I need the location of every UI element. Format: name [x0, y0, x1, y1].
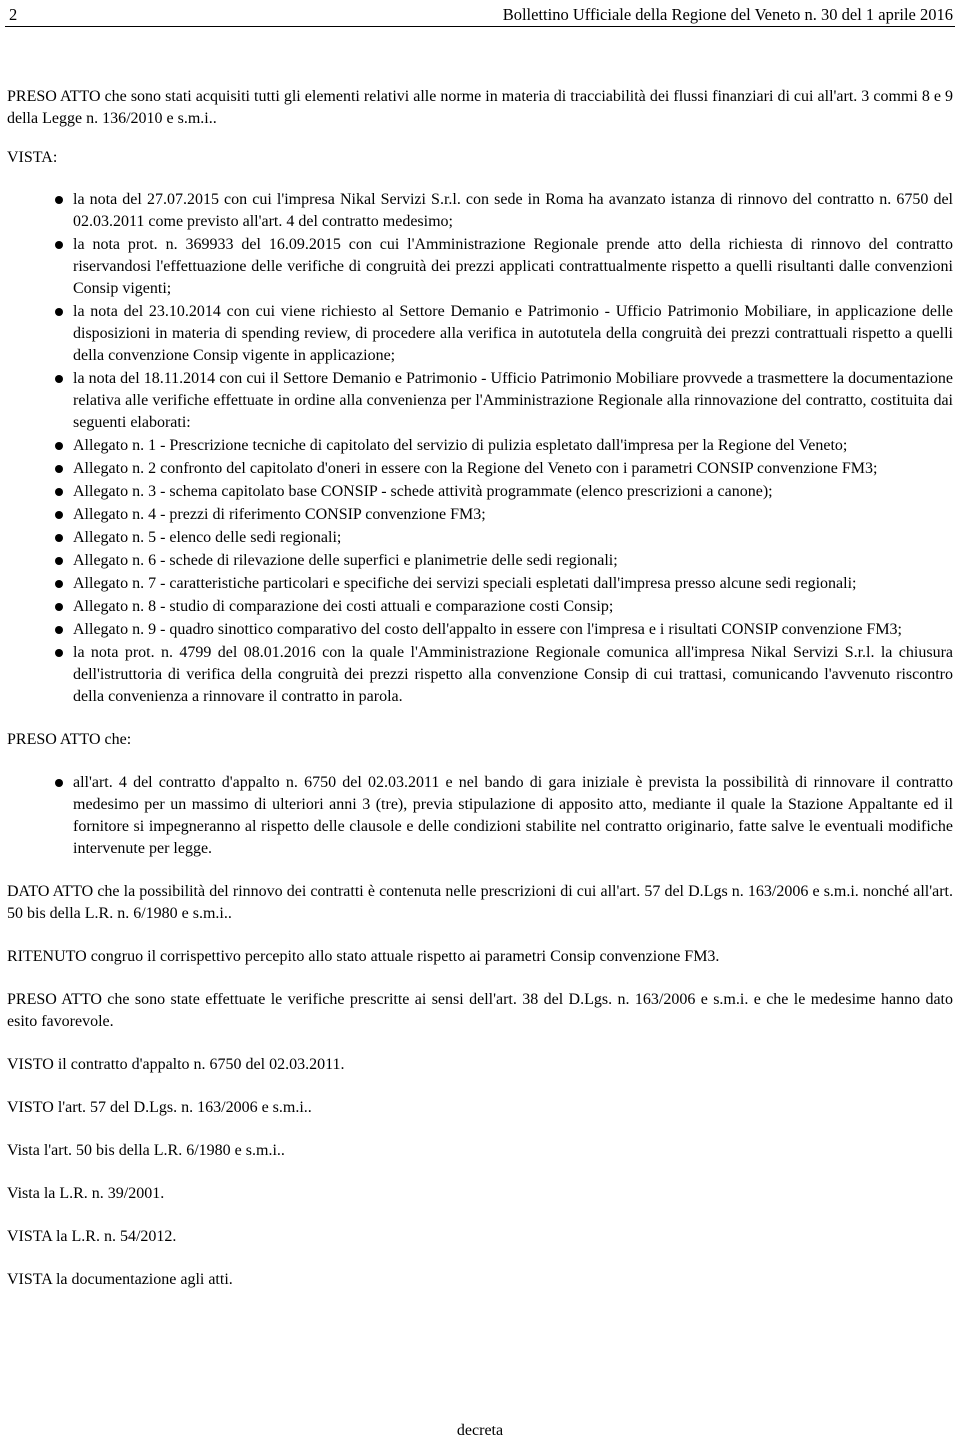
- paragraph-vista-documentazione: VISTA la documentazione agli atti.: [7, 1271, 233, 1288]
- paragraph-vista-lr39: Vista la L.R. n. 39/2001.: [7, 1185, 165, 1202]
- preso-atto-heading: PRESO ATTO che:: [7, 731, 132, 748]
- list-item: [7, 458, 953, 480]
- bullet-icon: [55, 649, 63, 657]
- bullet-icon: [55, 626, 63, 634]
- paragraph-visto-art57: VISTO l'art. 57 del D.Lgs. n. 163/2006 e s.m.i..: [7, 1099, 312, 1116]
- paragraph-dato-atto: DATO ATTO che la possibilità del rinnovo dei contratti è contenuta nelle prescrizioni di cui all'art. 57 del D.Lgs n. 163/2006 e s.m.i. nonché all'art. 50 bis della L.R. n. 6/1980 e s.m.i..: [7, 883, 953, 922]
- list-item: [7, 189, 953, 233]
- list-item-text: Allegato n. 8 - studio di comparazione dei costi attuali e comparazione costi Consip;: [73, 598, 614, 615]
- document-body: [7, 86, 953, 1291]
- list-item: [7, 619, 953, 641]
- list-item: [7, 435, 953, 457]
- paragraph-ritenuto: RITENUTO congruo il corrispettivo percepito allo stato attuale rispetto ai parametri Consip convenzione FM3.: [7, 948, 720, 965]
- list-item-text: la nota prot. n. 4799 del 08.01.2016 con la quale l'Amministrazione Regionale comunica all'impresa Nikal Servizi S.r.l. la chiusura dell'istruttoria di verifica della congruità dei prezzi rispetto alla convenzione Consip di cui trattasi, comunicando l'avvenuto riscontro della convenienza a rinnovare il contratto in parola.: [73, 644, 953, 705]
- list-item-text: Allegato n. 1 - Prescrizione tecniche di capitolato del servizio di pulizia espletato dall'impresa per la Regione del Veneto;: [73, 437, 848, 454]
- list-item: [7, 301, 953, 367]
- list-item: [7, 234, 953, 300]
- vista-list: [7, 189, 953, 708]
- bullet-icon: [55, 465, 63, 473]
- list-item: [7, 550, 953, 572]
- list-item: [7, 481, 953, 503]
- list-item-text: Allegato n. 4 - prezzi di riferimento CONSIP convenzione FM3;: [73, 506, 486, 523]
- list-item: [7, 772, 953, 860]
- header-rule: [5, 26, 955, 27]
- vista-heading: VISTA:: [7, 149, 58, 166]
- bullet-icon: [55, 603, 63, 611]
- list-item-text: la nota prot. n. 369933 del 16.09.2015 con cui l'Amministrazione Regionale prende atto della richiesta di rinnovo del contratto riservandosi l'effettuazione delle verifiche di congruità dei prezzi applicati contrattualmente rispetto a quelli risultanti dalle convenzioni Consip vigenti;: [73, 236, 953, 297]
- bullet-icon: [55, 442, 63, 450]
- bullet-icon: [55, 580, 63, 588]
- paragraph-visto-contratto: VISTO il contratto d'appalto n. 6750 del 02.03.2011.: [7, 1056, 345, 1073]
- paragraph-preso-atto: PRESO ATTO che sono state effettuate le verifiche prescritte ai sensi dell'art. 38 del D.Lgs. n. 163/2006 e s.m.i. e che le medesime hanno dato esito favorevole.: [7, 991, 953, 1030]
- list-item-text: la nota del 18.11.2014 con cui il Settore Demanio e Patrimonio - Ufficio Patrimonio Mobiliare provvede a trasmettere la documentazione relativa alle verifiche effettuate in ordine alla convenienza per l'Amministrazione Regionale alla rinnovazione del contratto, costituita dai seguenti elaborati:: [73, 370, 953, 431]
- list-item: [7, 368, 953, 434]
- publication-title: Bollettino Ufficiale della Regione del Veneto n. 30 del 1 aprile 2016: [502, 5, 953, 24]
- page-number: 2: [9, 5, 18, 24]
- paragraph-vista-lr54: VISTA la L.R. n. 54/2012.: [7, 1228, 177, 1245]
- list-item-text: la nota del 23.10.2014 con cui viene richiesto al Settore Demanio e Patrimonio - Ufficio Patrimonio Mobiliare, in applicazione delle disposizioni in materia di spending review, di procedere alla verifica in autotutela della congruità dei prezzi contrattuali rispetto a quelli della convenzione Consip vigente in applicazione;: [73, 303, 953, 364]
- intro-paragraph: PRESO ATTO che sono stati acquisiti tutti gli elementi relativi alle norme in materia di tracciabilità dei flussi finanziari di cui all'art. 3 commi 8 e 9 della Legge n. 136/2010 e s.m.i..: [7, 88, 953, 127]
- preso-atto-list: [7, 772, 953, 860]
- list-item-text: Allegato n. 5 - elenco delle sedi regionali;: [73, 529, 342, 546]
- list-item: [7, 573, 953, 595]
- bullet-icon: [55, 241, 63, 249]
- bullet-icon: [55, 557, 63, 565]
- list-item-text: Allegato n. 2 confronto del capitolato d'oneri in essere con la Regione del Veneto con i parametri CONSIP convenzione FM3;: [73, 460, 878, 477]
- bullet-icon: [55, 534, 63, 542]
- bullet-icon: [55, 375, 63, 383]
- list-item-text: la nota del 27.07.2015 con cui l'impresa Nikal Servizi S.r.l. con sede in Roma ha avanzato istanza di rinnovo del contratto n. 6750 del 02.03.2011 come previsto all'art. 4 del contratto medesimo;: [73, 191, 953, 230]
- bullet-icon: [55, 779, 63, 787]
- page-header: [5, 6, 953, 24]
- list-item-text: all'art. 4 del contratto d'appalto n. 6750 del 02.03.2011 e nel bando di gara iniziale è prevista la possibilità di rinnovare il contratto medesimo per un massimo di ulteriori anni 3 (tre), previa stipulazione di apposito atto, mediante il quale la Stazione Appaltante ed il fornitore si impegneranno al rispetto delle clausole e delle condizioni stabilite nel contratto originario, fatte salve le eventuali modifiche intervenute per legge.: [73, 774, 953, 857]
- list-item: [7, 596, 953, 618]
- paragraph-vista-art50: Vista l'art. 50 bis della L.R. 6/1980 e s.m.i..: [7, 1142, 285, 1159]
- bullet-icon: [55, 196, 63, 204]
- list-item: [7, 527, 953, 549]
- bullet-icon: [55, 308, 63, 316]
- bullet-icon: [55, 511, 63, 519]
- list-item-text: Allegato n. 9 - quadro sinottico comparativo del costo dell'appalto in essere con l'impresa e i risultati CONSIP convenzione FM3;: [73, 621, 902, 638]
- bullet-icon: [55, 488, 63, 496]
- list-item-text: Allegato n. 6 - schede di rilevazione delle superfici e planimetrie delle sedi regionali;: [73, 552, 618, 569]
- list-item: [7, 642, 953, 708]
- list-item-text: Allegato n. 3 - schema capitolato base CONSIP - schede attività programmate (elenco prescrizioni a canone);: [73, 483, 773, 500]
- list-item: [7, 504, 953, 526]
- list-item-text: Allegato n. 7 - caratteristiche particolari e specifiche dei servizi speciali espletati dall'impresa presso alcune sedi regionali;: [73, 575, 857, 592]
- decreta-label: decreta: [456, 1422, 504, 1439]
